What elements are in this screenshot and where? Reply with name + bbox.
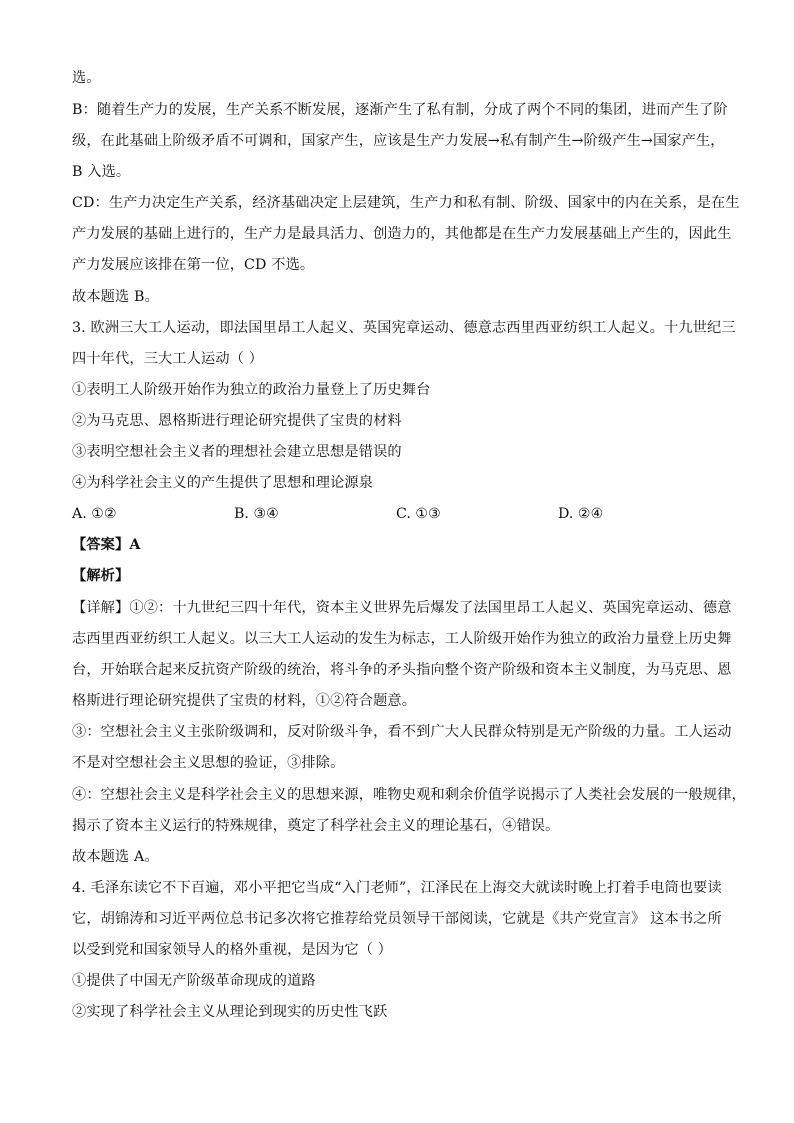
option-c: C. ①③	[396, 506, 441, 522]
option-a: A. ①②	[72, 506, 117, 522]
text-line: B：随着生产力的发展，生产关系不断发展，逐渐产生了私有制，分成了两个不同的集团，进而产生了阶	[72, 102, 728, 118]
answer-options	[72, 504, 752, 524]
text-line: B 入选。	[72, 164, 131, 180]
text-line: 揭示了资本主义运行的特殊规律，奠定了科学社会主义的理论基石，④错误。	[72, 818, 560, 834]
statement-1: ①表明工人阶级开始作为独立的政治力量登上了历史舞台	[72, 382, 431, 398]
text-line: 产力发展应该排在第一位，CD 不选。	[72, 257, 315, 273]
text-line: 产力发展的基础上进行的，生产力是最具活力、创造力的，其他都是在生产力发展基础上产生的，因此生	[72, 226, 732, 242]
text-line: 选。	[72, 70, 101, 86]
text-line: 志西里西亚纺织工人起义。以三大工人运动的发生为标志，工人阶级开始作为独立的政治力量登上历史舞	[72, 631, 732, 647]
text-line: 不是对空想社会主义思想的验证，③排除。	[72, 755, 345, 771]
text-line: ④：空想社会主义是科学社会主义的思想来源，唯物史观和剩余价值学说揭示了人类社会发展的一般规律，	[72, 787, 746, 803]
analysis-label: 【解析】	[72, 568, 130, 584]
statement-1: ①提供了中国无产阶级革命现成的道路	[72, 973, 316, 989]
question-4-stem: 4. 毛泽东读它不下百遍，邓小平把它当成“入门老师”，江泽民在上海交大就读时晚上打着手电筒也要读	[72, 880, 722, 896]
answer-label: 【答案】A	[72, 537, 141, 553]
statement-2: ②实现了科学社会主义从理论到现实的历史性飞跃	[72, 1004, 388, 1020]
text-line: 故本题选 A。	[72, 849, 159, 865]
option-b: B. ③④	[234, 506, 279, 522]
text-line: ③：空想社会主义主张阶级调和，反对阶级斗争，看不到广大人民群众特别是无产阶级的力量。工人运动	[72, 724, 732, 740]
text-line: 台，开始联合起来反抗资产阶级的统治，将斗争的矛头指向整个资产阶级和资本主义制度，为马克思、恩	[72, 662, 732, 678]
statement-3: ③表明空想社会主义者的理想社会建立思想是错误的	[72, 444, 402, 460]
text-line: CD：生产力决定生产关系，经济基础决定上层建筑，生产力和私有制、阶级、国家中的内在关系，是在生	[72, 195, 740, 211]
text-line: 【详解】①②：十九世纪三四十年代，资本主义世界先后爆发了法国里昂工人起义、英国宪章运动、德意	[72, 600, 732, 616]
option-d: D. ②④	[558, 506, 604, 522]
statement-2: ②为马克思、恩格斯进行理论研究提供了宝贵的材料	[72, 413, 402, 429]
question-3-stem: 四十年代，三大工人运动（ ）	[72, 351, 264, 367]
statement-4: ④为科学社会主义的产生提供了思想和理论源泉	[72, 475, 374, 491]
text-line: 故本题选 B。	[72, 289, 159, 305]
text-line: 格斯进行理论研究提供了宝贵的材料，①②符合题意。	[72, 693, 417, 709]
question-4-stem: 以受到党和国家领导人的格外重视，是因为它（ ）	[72, 942, 393, 958]
question-3-stem: 3. 欧洲三大工人运动，即法国里昂工人起义、英国宪章运动、德意志西里西亚纺织工人起义。十九世纪三	[72, 320, 736, 336]
text-line: 级，在此基础上阶级矛盾不可调和，国家产生，应该是生产力发展→私有制产生→阶级产生→国家产生，	[72, 133, 725, 149]
question-4-stem: 它，胡锦涛和习近平两位总书记多次将它推荐给党员领导干部阅读，它就是《共产党宣言》 这本书之所	[72, 911, 722, 927]
